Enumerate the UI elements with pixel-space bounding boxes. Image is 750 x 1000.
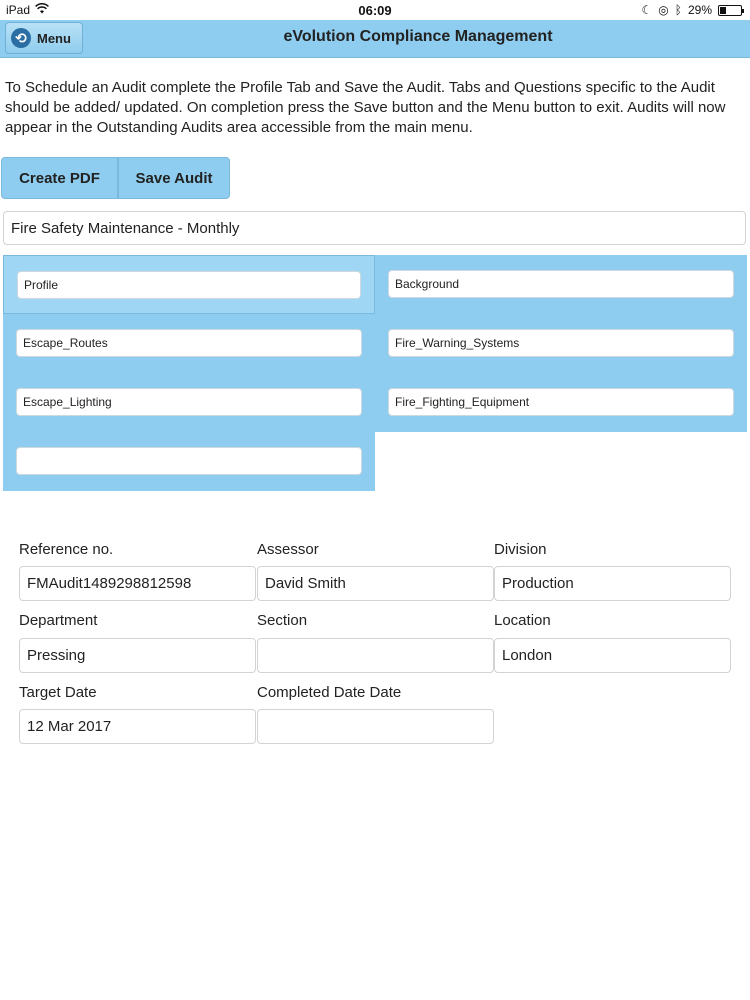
department-label: Department: [19, 612, 98, 629]
create-pdf-button[interactable]: Create PDF: [1, 157, 118, 199]
instructions-text: To Schedule an Audit complete the Profile Tab and Save the Audit. Tabs and Questions specific to the Audit should be added/ updated. On completion press the Save button and the Menu button to exit. Audits will now appear in the Outstanding Audits area accessible from the main menu.: [5, 79, 726, 136]
tab-fire-fighting-equipment-field[interactable]: Fire_Fighting_Equipment: [388, 388, 734, 416]
empty-area: [0, 744, 750, 1000]
status-time: 06:09: [358, 3, 392, 18]
rotation-lock-icon: ◎: [658, 3, 669, 17]
division-label: Division: [494, 541, 547, 558]
save-audit-button[interactable]: Save Audit: [118, 157, 230, 199]
completed-date-input[interactable]: [257, 709, 494, 744]
target-date-label: Target Date: [19, 684, 97, 701]
tab-escape-lighting-field[interactable]: Escape_Lighting: [16, 388, 362, 416]
tab-escape-routes-field[interactable]: Escape_Routes: [16, 329, 362, 357]
section-input[interactable]: [257, 638, 494, 673]
location-label: Location: [494, 612, 551, 629]
tab-new-field[interactable]: [16, 447, 362, 475]
status-bar: [0, 0, 750, 20]
section-label: Section: [257, 612, 308, 629]
department-input[interactable]: Pressing: [19, 638, 256, 673]
tab-background[interactable]: [375, 255, 747, 314]
moon-icon: ☾: [641, 3, 653, 17]
nav-bar: [0, 20, 750, 58]
back-arrow-icon: ⟲: [11, 28, 31, 48]
tab-fire-warning-systems[interactable]: [375, 314, 747, 373]
device-name: iPad: [6, 3, 31, 17]
reference-label: Reference no.: [19, 541, 114, 558]
assessor-input[interactable]: David Smith: [257, 566, 494, 601]
tab-escape-routes[interactable]: [3, 314, 375, 373]
tab-escape-lighting[interactable]: [3, 373, 375, 432]
division-input[interactable]: Production: [494, 566, 731, 601]
main-content: [0, 58, 750, 744]
menu-button-label: Menu: [37, 30, 71, 46]
audit-title-field[interactable]: Fire Safety Maintenance - Monthly: [3, 211, 746, 245]
target-date-input[interactable]: 12 Mar 2017: [19, 709, 256, 744]
tab-fire-fighting-equipment[interactable]: [375, 373, 747, 432]
action-buttons: [1, 157, 230, 199]
tab-new[interactable]: [3, 432, 375, 491]
battery-icon: [718, 5, 742, 16]
bluetooth-icon: ᛒ: [674, 3, 682, 17]
tab-profile[interactable]: [3, 255, 375, 314]
assessor-label: Assessor: [257, 541, 319, 558]
location-input[interactable]: London: [494, 638, 731, 673]
battery-percent: 29%: [687, 3, 712, 17]
reference-input[interactable]: FMAudit1489298812598: [19, 566, 256, 601]
tab-fire-warning-systems-field[interactable]: Fire_Warning_Systems: [388, 329, 734, 357]
tab-background-field[interactable]: Background: [388, 270, 734, 298]
completed-date-label: Completed Date Date: [257, 684, 402, 701]
page-title: eVolution Compliance Management: [283, 28, 553, 45]
tab-profile-field[interactable]: Profile: [17, 271, 361, 299]
status-right: [642, 3, 742, 17]
